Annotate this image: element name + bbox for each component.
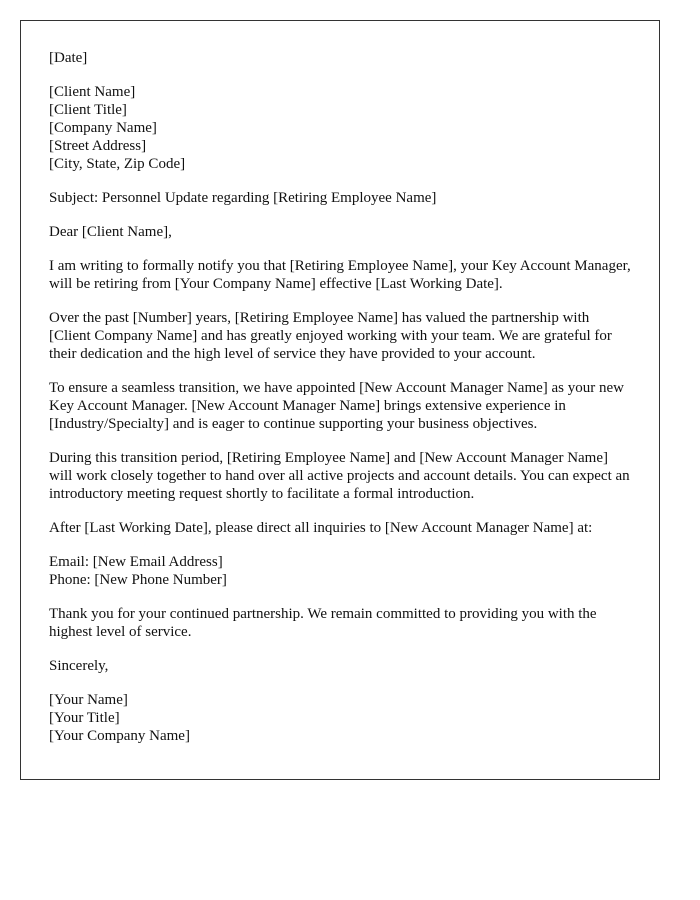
signature-title: [Your Title] — [49, 710, 120, 726]
body-paragraph-successor: To ensure a seamless transition, we have appointed [New Account Manager Name] as your new Key Account Manager. [New Account Manager Name] brings extensive experience in [Industry/Specialty] and is eager to continue supporting your business objectives. — [49, 380, 625, 432]
body-paragraph-inquiries: After [Last Working Date], please direct all inquiries to [New Account Manager Name] at: — [49, 520, 593, 536]
contact-phone: Phone: [New Phone Number] — [49, 572, 227, 588]
subject-line: Subject: Personnel Update regarding [Retiring Employee Name] — [49, 190, 437, 206]
recipient-title: [Client Title] — [49, 102, 127, 118]
signature-block — [49, 691, 631, 745]
body-paragraph-notice: I am writing to formally notify you that [Retiring Employee Name], your Key Account Manager, will be retiring from [Your Company Name] effective [Last Working Date]. — [49, 258, 631, 292]
recipient-name: [Client Name] — [49, 84, 136, 100]
salutation: Dear [Client Name], — [49, 224, 172, 240]
recipient-company: [Company Name] — [49, 120, 157, 136]
body-paragraph-appreciation: Over the past [Number] years, [Retiring Employee Name] has valued the partnership with [Client Company Name] and has greatly enjoyed working with your team. We are grateful for their dedication and the high level of service they have provided to your account. — [49, 310, 612, 362]
letter-date: [Date] — [49, 50, 88, 66]
letter-document — [20, 20, 660, 780]
closing-paragraph: Thank you for your continued partnership. We remain committed to providing you with the highest level of service. — [49, 606, 597, 640]
recipient-block — [49, 83, 631, 173]
contact-email: Email: [New Email Address] — [49, 554, 223, 570]
signature-name: [Your Name] — [49, 692, 128, 708]
recipient-city: [City, State, Zip Code] — [49, 156, 186, 172]
body-paragraph-transition: During this transition period, [Retiring Employee Name] and [New Account Manager Name] will work closely together to hand over all active projects and account details. You can expect an introductory meeting request shortly to facilitate a formal introduction. — [49, 450, 630, 502]
contact-block — [49, 553, 631, 589]
recipient-street: [Street Address] — [49, 138, 147, 154]
signature-company: [Your Company Name] — [49, 728, 190, 744]
sign-off: Sincerely, — [49, 658, 109, 674]
